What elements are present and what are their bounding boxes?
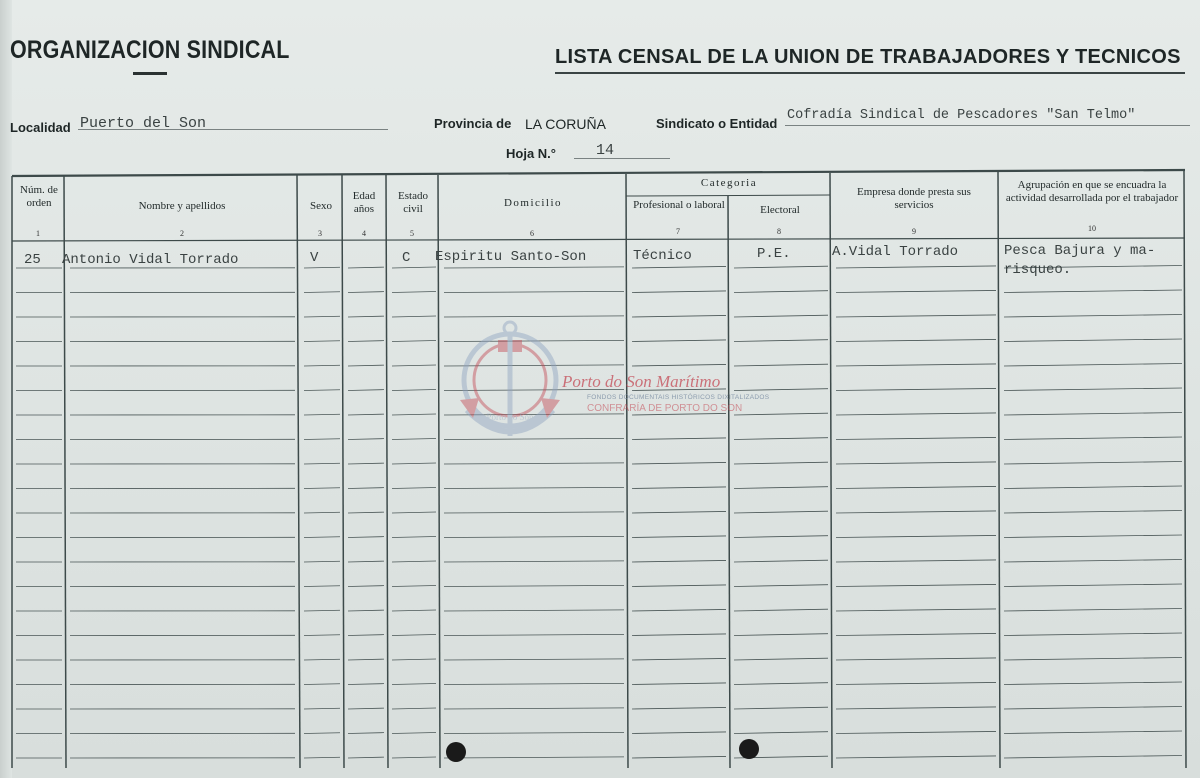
col-header-empresa: Empresa donde presta sus servicios [857, 186, 971, 211]
row-rule [734, 340, 828, 342]
row-rule [632, 683, 726, 685]
row-rule [392, 586, 436, 587]
row-rule [392, 292, 436, 293]
row-rule [304, 463, 340, 464]
row-rule [836, 364, 996, 366]
anchor-seal-logo [455, 318, 565, 458]
row-rule [734, 266, 828, 268]
row-rule [304, 561, 340, 562]
row-rule [392, 561, 436, 562]
row-rule [392, 390, 436, 391]
row-rule [304, 512, 340, 513]
row-rule [444, 659, 624, 660]
row-rule [1004, 437, 1182, 440]
row-rule [632, 707, 726, 709]
row-rule [348, 292, 384, 293]
row-rule [632, 364, 726, 366]
row-rule [1004, 657, 1182, 660]
row-rule [1004, 755, 1182, 758]
row-rule [348, 512, 384, 513]
row-rule [1004, 706, 1182, 709]
row-rule [734, 291, 828, 293]
row-rule [304, 586, 340, 587]
row-rule [304, 635, 340, 636]
row-rule [836, 315, 996, 317]
row-rule [348, 561, 384, 562]
row-rule [632, 511, 726, 513]
row-rule [348, 708, 384, 709]
row-rule [836, 266, 996, 268]
col-number: 4 [362, 229, 366, 238]
row-rule [304, 757, 340, 758]
row-rule [734, 609, 828, 611]
watermark-subtitle: FONDOS DOCUMENTAIS HISTÓRICOS DIXITALIZADOS [587, 394, 770, 401]
row-rule [632, 658, 726, 660]
sindicato-value: Cofradía Sindical de Pescadores "San Telmo" [787, 108, 1136, 123]
row-rule [348, 659, 384, 660]
row-rule [348, 537, 384, 538]
localidad-label: Localidad [10, 120, 71, 135]
cell-agrupacion-line2: risqueo. [1004, 262, 1072, 278]
form-title: LISTA CENSAL DE LA UNION DE TRABAJADORES Y TECNICOS [555, 46, 1181, 68]
cell-orden: 25 [24, 252, 41, 268]
hoja-label: Hoja N.° [506, 146, 556, 161]
cell-empresa: A.Vidal Torrado [832, 244, 959, 260]
col-header-profesional: Profesional o laboral [633, 199, 725, 211]
row-rule [1004, 412, 1182, 415]
row-rule [632, 732, 726, 734]
col-header-nombre: Nombre y apellidos [138, 200, 226, 212]
row-rule [444, 683, 624, 684]
row-rule [1004, 486, 1182, 489]
row-rule [632, 560, 726, 562]
row-rule [836, 633, 996, 635]
row-rule [734, 389, 828, 391]
row-rule [836, 584, 996, 586]
row-rule [1004, 608, 1182, 611]
row-rule [392, 341, 436, 342]
col-number: 1 [36, 229, 40, 238]
row-rule [836, 462, 996, 464]
row-rule [1004, 388, 1182, 391]
row-rule [632, 536, 726, 538]
row-rule [444, 487, 624, 488]
provincia-label: Provincia de [434, 116, 512, 131]
cell-profesional: Técnico [633, 248, 692, 264]
row-rule [348, 463, 384, 464]
row-rule [632, 756, 726, 758]
row-rule [1004, 682, 1182, 685]
row-rule [304, 733, 340, 734]
row-rule [734, 315, 828, 317]
row-rule [632, 291, 726, 293]
row-rule [734, 511, 828, 513]
col-number: 5 [410, 229, 414, 238]
row-rule [632, 266, 726, 268]
row-rule [304, 267, 340, 268]
row-rule [392, 635, 436, 636]
row-rule [836, 437, 996, 439]
row-rule [444, 463, 624, 464]
row-rule [1004, 461, 1182, 464]
row-rule [348, 733, 384, 734]
row-rule [444, 561, 624, 562]
seal-text: Porto do Son [486, 412, 534, 422]
row-rule [632, 487, 726, 489]
col-number: 9 [912, 227, 916, 236]
row-rule [836, 560, 996, 562]
row-rule [392, 733, 436, 734]
organization-title: ORGANIZACION SINDICAL [10, 36, 290, 64]
row-rule [444, 732, 624, 733]
row-rule [632, 609, 726, 611]
row-rule [444, 291, 624, 292]
col-number: 3 [318, 229, 322, 238]
row-rule [734, 732, 828, 734]
cell-nombre: Antonio Vidal Torrado [62, 252, 239, 268]
row-rule [836, 511, 996, 513]
col-header-sexo: Sexo [310, 200, 332, 212]
row-rule [444, 634, 624, 635]
row-rule [734, 462, 828, 464]
row-rule [392, 414, 436, 415]
row-rule [392, 463, 436, 464]
row-rule [836, 682, 996, 684]
col-header-edad: Edad años [352, 190, 376, 215]
row-rule [392, 365, 436, 366]
col-header-orden: Núm. de orden [20, 184, 58, 209]
row-rule [632, 634, 726, 636]
row-rule [632, 438, 726, 440]
row-rule [1004, 314, 1182, 317]
row-rule [444, 708, 624, 709]
row-rule [304, 414, 340, 415]
row-rule [734, 634, 828, 636]
row-rule [836, 535, 996, 537]
row-rule [836, 388, 996, 390]
row-rule [734, 683, 828, 685]
row-rule [836, 707, 996, 709]
row-rule [734, 364, 828, 366]
col-header-agrupacion: Agrupación en que se encuadra la actividad desarrollada por el trabajador [1005, 179, 1179, 204]
row-rule [348, 757, 384, 758]
row-rule [304, 488, 340, 489]
row-rule [348, 365, 384, 366]
row-rule [392, 684, 436, 685]
row-rule [348, 635, 384, 636]
row-rule [392, 316, 436, 317]
row-rule [392, 610, 436, 611]
punch-hole-right [739, 739, 759, 759]
watermark-subtitle-2: CONFRARÍA DE PORTO DO SON [587, 403, 743, 414]
row-rule [836, 658, 996, 660]
row-rule [304, 610, 340, 611]
row-rule [348, 586, 384, 587]
row-rule [1004, 633, 1182, 636]
row-rule [734, 585, 828, 587]
cell-agrupacion-line1: Pesca Bajura y ma- [1004, 243, 1156, 259]
row-rule [734, 658, 828, 660]
col-number: 6 [530, 229, 534, 238]
row-rule [304, 708, 340, 709]
col-header-categoria: Categoria [700, 177, 758, 189]
row-rule [1004, 290, 1182, 293]
col-header-domicilio: Domicilio [503, 197, 563, 209]
row-rule [444, 610, 624, 611]
row-rule [304, 439, 340, 440]
row-rule [1004, 363, 1182, 366]
row-rule [836, 731, 996, 733]
row-rule [734, 487, 828, 489]
watermark-title: Porto do Son Marítimo [562, 372, 721, 391]
row-rule [734, 560, 828, 562]
row-rule [304, 365, 340, 366]
row-rule [632, 315, 726, 317]
cell-sexo: V [310, 250, 319, 266]
row-rule [1004, 339, 1182, 342]
row-rule [1004, 584, 1182, 587]
row-rule [836, 413, 996, 415]
row-rule [734, 707, 828, 709]
sindicato-label: Sindicato o Entidad [656, 116, 778, 131]
row-rule [392, 757, 436, 758]
row-rule [1004, 535, 1182, 538]
row-rule [734, 413, 828, 415]
row-rule [836, 486, 996, 488]
col-number: 2 [180, 229, 184, 238]
row-rule [392, 488, 436, 489]
row-rule [444, 536, 624, 537]
col-number: 7 [676, 227, 680, 236]
row-rule [304, 316, 340, 317]
cell-domicilio: Espiritu Santo-Son [435, 249, 587, 265]
row-rule [348, 316, 384, 317]
localidad-value: Puerto del Son [80, 115, 207, 132]
row-rule [1004, 559, 1182, 562]
row-rule [392, 708, 436, 709]
row-rule [444, 585, 624, 586]
row-rule [348, 488, 384, 489]
cell-electoral: P.E. [757, 246, 791, 262]
row-rule [632, 462, 726, 464]
row-rule [1004, 510, 1182, 513]
row-rule [304, 292, 340, 293]
col-header-estado: Estado civil [398, 190, 428, 215]
row-rule [348, 610, 384, 611]
row-rule [632, 585, 726, 587]
row-rule [348, 684, 384, 685]
row-rule [348, 267, 384, 268]
row-rule [392, 267, 436, 268]
row-rule [836, 290, 996, 292]
col-number: 8 [777, 227, 781, 236]
row-rule [632, 340, 726, 342]
punch-hole-left [446, 742, 466, 762]
row-rule [392, 659, 436, 660]
row-rule [304, 390, 340, 391]
row-rule [444, 512, 624, 513]
row-rule [392, 439, 436, 440]
row-rule [444, 316, 624, 317]
row-rule [304, 341, 340, 342]
col-header-electoral: Electoral [760, 204, 800, 216]
row-rule [304, 684, 340, 685]
row-rule [836, 756, 996, 758]
row-rule [348, 341, 384, 342]
row-rule [348, 414, 384, 415]
col-number: 10 [1088, 224, 1096, 233]
hoja-value: 14 [596, 142, 615, 159]
row-rule [444, 267, 624, 268]
row-rule [348, 439, 384, 440]
row-rule [734, 536, 828, 538]
row-rule [836, 339, 996, 341]
row-rule [304, 537, 340, 538]
provincia-value: LA CORUÑA [525, 116, 606, 132]
row-rule [444, 757, 624, 758]
row-rule [836, 609, 996, 611]
row-rule [392, 512, 436, 513]
row-rule [1004, 731, 1182, 734]
row-rule [392, 537, 436, 538]
row-rule [734, 438, 828, 440]
row-rule [348, 390, 384, 391]
row-rule [304, 659, 340, 660]
cell-estado-civil: C [402, 250, 411, 266]
